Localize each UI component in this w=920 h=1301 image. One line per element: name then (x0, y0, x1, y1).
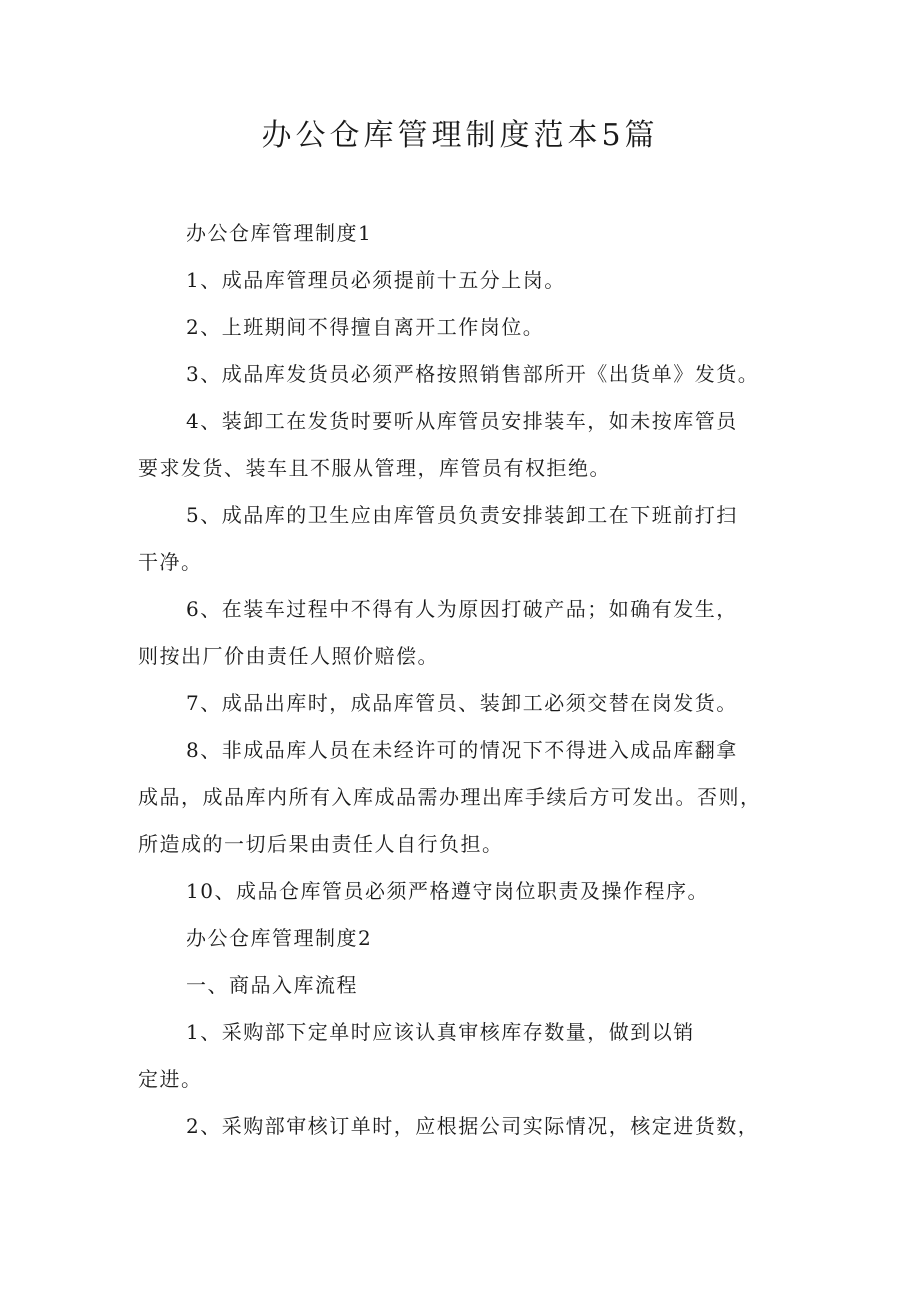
paragraph-line: 所造成的一切后果由责任人自行负担。 (138, 832, 504, 856)
document-body (138, 210, 798, 1150)
paragraph-line: 6、在装车过程中不得有人为原因打破产品；如确有发生， (186, 597, 738, 621)
paragraph-line: 一、商品入库流程 (186, 973, 358, 997)
paragraph-line: 办公仓库管理制度1 (186, 221, 373, 245)
paragraph-line: 1、采购部下定单时应该认真审核库存数量，做到以销 (186, 1020, 695, 1044)
paragraph-line: 办公仓库管理制度2 (186, 926, 373, 950)
paragraph-line: 4、装卸工在发货时要听从库管员安排装车，如未按库管员 (186, 409, 738, 433)
paragraph-line: 则按出厂价由责任人照价赔偿。 (138, 644, 439, 668)
paragraph-line: 7、成品出库时，成品库管员、装卸工必须交替在岗发货。 (186, 691, 738, 715)
paragraph-line: 2、采购部审核订单时，应根据公司实际情况，核定进货数， (186, 1114, 760, 1138)
paragraph-line: 8、非成品库人员在未经许可的情况下不得进入成品库翻拿 (186, 738, 738, 762)
paragraph-line: 要求发货、装车且不服从管理，库管员有权拒绝。 (138, 456, 611, 480)
paragraph-line: 5、成品库的卫生应由库管员负责安排装卸工在下班前打扫 (186, 503, 738, 527)
paragraph-line: 3、成品库发货员必须严格按照销售部所开《出货单》发货。 (186, 362, 760, 386)
paragraph-line: 成品，成品库内所有入库成品需办理出库手续后方可发出。否则， (138, 785, 762, 809)
paragraph-line: 1、成品库管理员必须提前十五分上岗。 (186, 268, 566, 292)
paragraph-line: 10、成品仓库管员必须严格遵守岗位职责及操作程序。 (186, 879, 709, 903)
document-title: 办公仓库管理制度范本5篇 (261, 118, 659, 153)
paragraph-line: 定进。 (138, 1067, 203, 1091)
paragraph-line: 干净。 (138, 550, 203, 574)
paragraph-line: 2、上班期间不得擅自离开工作岗位。 (186, 315, 545, 339)
